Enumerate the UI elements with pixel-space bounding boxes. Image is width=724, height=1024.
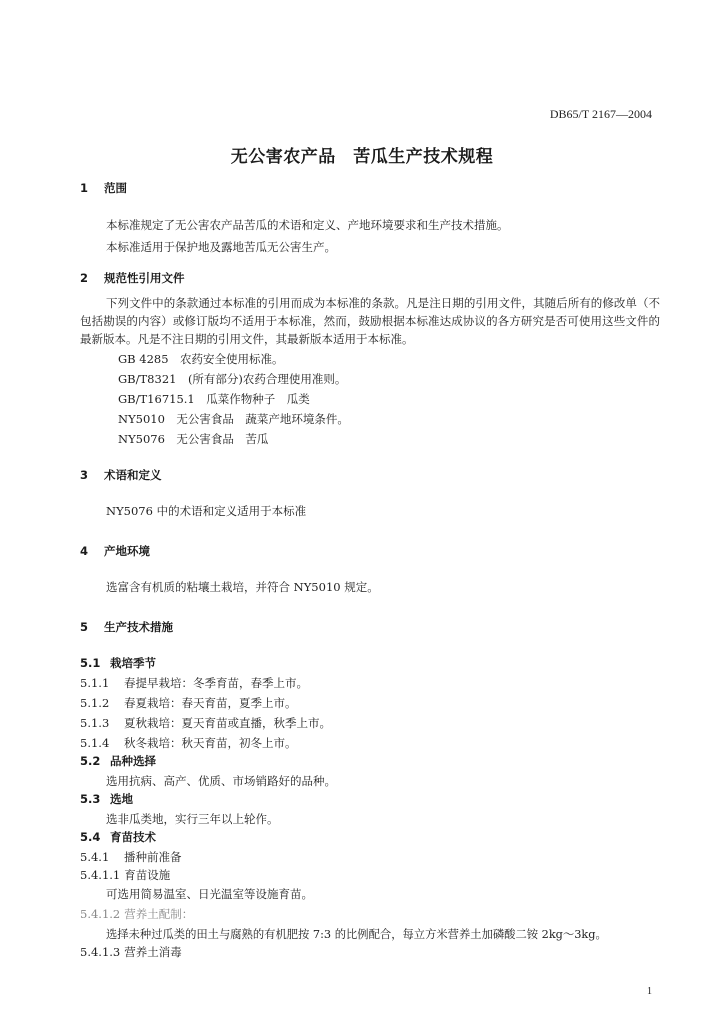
section-2-heading	[80, 270, 185, 286]
subsection-title: 品种选择	[110, 754, 156, 768]
clause-5-4-1-1	[80, 867, 170, 883]
clause-number: 5.4.1.2	[80, 907, 121, 921]
clause-number: 5.1.2	[80, 696, 110, 710]
clause-5-4-1-2-text: 选择未种过瓜类的田土与腐熟的有机肥按 7:3 的比例配合，每立方米营养土加磷酸二铵 2kg～3kg。	[106, 928, 607, 941]
subsection-title: 育苗技术	[110, 830, 156, 844]
clause-5-4-1-2	[80, 906, 193, 922]
section-4-para: 选富含有机质的粘壤土栽培，并符合 NY5010 规定。	[106, 580, 379, 594]
subsection-number: 5.1	[80, 656, 101, 670]
section-1-heading	[80, 180, 127, 196]
section-number: 1	[80, 181, 89, 195]
section-3-para: NY5076 中的术语和定义适用于本标准	[106, 504, 307, 518]
subsection-5-1-heading	[80, 655, 156, 671]
reference-item: GB/T16715.1 瓜菜作物种子 瓜类	[118, 392, 310, 406]
section-number: 4	[80, 544, 89, 558]
section-3-heading	[80, 467, 162, 483]
reference-item: GB 4285 农药安全使用标准。	[118, 352, 284, 366]
page-number: 1	[647, 986, 652, 997]
clause-text: 夏秋栽培：夏天育苗或直播，秋季上市。	[124, 716, 331, 730]
clause-5-1-1	[80, 675, 308, 691]
reference-item: GB/T8321 (所有部分)农药合理使用准则。	[118, 372, 347, 386]
clause-5-2-text: 选用抗病、高产、优质、市场销路好的品种。	[106, 774, 336, 788]
standard-code: DB65/T 2167—2004	[549, 107, 652, 121]
clause-5-3-text: 选非瓜类地，实行三年以上轮作。	[106, 812, 279, 826]
section-5-heading	[80, 619, 173, 635]
clause-text: 营养土配制：	[124, 907, 194, 921]
subsection-number: 5.2	[80, 754, 101, 768]
section-title: 产地环境	[104, 544, 150, 558]
clause-number: 5.1.4	[80, 736, 110, 750]
section-number: 2	[80, 271, 89, 285]
subsection-title: 选地	[110, 792, 133, 806]
section-2-intro: 下列文件中的条款通过本标准的引用而成为本标准的条款。凡是注日期的引用文件，其随后所有的修改单（不包括勘误的内容）或修订版均不适用于本标准，然而，鼓励根据本标准达成协议的各方研究是否可使用这些文件的最新版本。凡是不注日期的引用文件，其最新版本适用于本标准。	[80, 296, 660, 346]
section-title: 规范性引用文件	[104, 271, 185, 285]
reference-item: NY5010 无公害食品 蔬菜产地环境条件。	[118, 412, 349, 426]
clause-5-4-1	[80, 849, 182, 865]
section-1-para-2: 本标准适用于保护地及露地苦瓜无公害生产。	[106, 240, 336, 254]
clause-5-1-2	[80, 695, 297, 711]
section-1-para-1: 本标准规定了无公害农产品苦瓜的术语和定义、产地环境要求和生产技术措施。	[106, 218, 509, 232]
subsection-number: 5.3	[80, 792, 101, 806]
section-title: 范围	[104, 181, 127, 195]
clause-text: 育苗设施	[124, 868, 171, 882]
clause-text: 秋冬栽培：秋天育苗，初冬上市。	[124, 736, 297, 750]
section-number: 3	[80, 468, 89, 482]
clause-text: 春夏栽培：春天育苗，夏季上市。	[124, 696, 297, 710]
subsection-number: 5.4	[80, 830, 101, 844]
clause-number: 5.1.3	[80, 716, 110, 730]
section-number: 5	[80, 620, 89, 634]
clause-5-4-1-3	[80, 944, 182, 960]
clause-text: 播种前准备	[124, 850, 182, 864]
clause-5-1-4	[80, 735, 297, 751]
clause-5-4-1-1-text: 可选用简易温室、日光温室等设施育苗。	[106, 887, 313, 901]
clause-5-1-3	[80, 715, 331, 731]
subsection-title: 栽培季节	[110, 656, 156, 670]
clause-number: 5.4.1	[80, 850, 110, 864]
subsection-5-3-heading	[80, 791, 133, 807]
subsection-5-4-heading	[80, 829, 156, 845]
clause-number: 5.1.1	[80, 676, 110, 690]
clause-number: 5.4.1.1	[80, 868, 121, 882]
subsection-5-2-heading	[80, 753, 156, 769]
section-title: 生产技术措施	[104, 620, 173, 634]
clause-number: 5.4.1.3	[80, 945, 121, 959]
clause-text: 营养土消毒	[124, 945, 182, 959]
clause-text: 春提早栽培：冬季育苗，春季上市。	[124, 676, 308, 690]
section-title: 术语和定义	[104, 468, 162, 482]
reference-item: NY5076 无公害食品 苦瓜	[118, 432, 269, 446]
section-4-heading	[80, 543, 150, 559]
document-title: 无公害农产品 苦瓜生产技术规程	[230, 147, 494, 167]
